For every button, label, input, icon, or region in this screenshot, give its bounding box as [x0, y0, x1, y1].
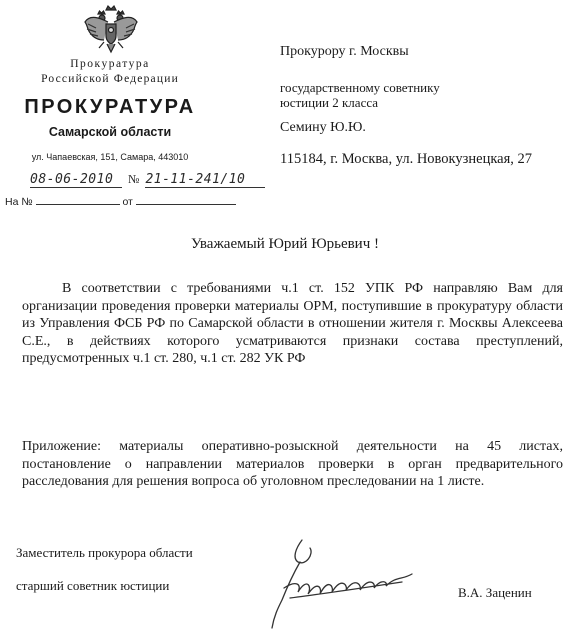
signatory-title-line2: старший советник юстиции — [16, 578, 170, 593]
office-region: Самарской области — [48, 125, 172, 139]
signatory-name: В.А. Заценин — [458, 585, 532, 600]
incoming-date-blank — [136, 204, 236, 205]
recipient-line3: юстиции 2 класса — [280, 95, 379, 110]
recipient-line4: Семину Ю.Ю. — [280, 120, 366, 135]
coat-of-arms-emblem-icon — [82, 4, 140, 54]
office-address: ул. Чапаевская, 151, Самара, 443010 — [31, 152, 189, 162]
recipient-line1: Прокурору г. Москвы — [280, 44, 409, 59]
office-title: ПРОКУРАТУРА — [24, 96, 196, 118]
incoming-prefix: На № — [5, 196, 33, 208]
outgoing-number: 21-11-241/10 — [145, 172, 265, 188]
outgoing-date: 08-06-2010 — [30, 172, 122, 188]
letter-body: В соответствии с требованиями ч.1 ст. 152 УПК РФ направляю Вам для организации проведения проверки материалы ОРМ, поступившие в прокуратуру области из Управления ФСБ РФ по Самарской области в отношении жителя г. Москвы Алексеева С.Е., в действиях которого усматриваются признаки состава преступлений, предусмотренных ч.1 ст. 280, ч.1 ст. 282 УК РФ — [22, 281, 563, 366]
agency-name-line2: Российской Федерации — [41, 73, 179, 85]
recipient-address: 115184, г. Москва, ул. Новокузнецкая, 27 — [280, 151, 533, 167]
attachment-note: Приложение: материалы оперативно-розыскной деятельности на 45 листах, постановление о направлении материалов проверки в орган предварительного расследования для решения вопроса об уголовном преследовании на 1 листе. — [22, 439, 563, 489]
incoming-from-label: от — [122, 196, 133, 208]
salutation: Уважаемый Юрий Юрьевич ! — [190, 236, 380, 252]
signatory-title-line1: Заместитель прокурора области — [16, 545, 193, 560]
incoming-number-blank — [36, 204, 120, 205]
agency-name-line1: Прокуратура — [70, 58, 150, 70]
outgoing-reference — [30, 172, 265, 188]
handwritten-signature-icon — [262, 528, 422, 633]
recipient-line2: государственному советнику — [280, 80, 440, 95]
outgoing-number-sign: № — [128, 172, 140, 186]
incoming-reference — [5, 196, 236, 208]
